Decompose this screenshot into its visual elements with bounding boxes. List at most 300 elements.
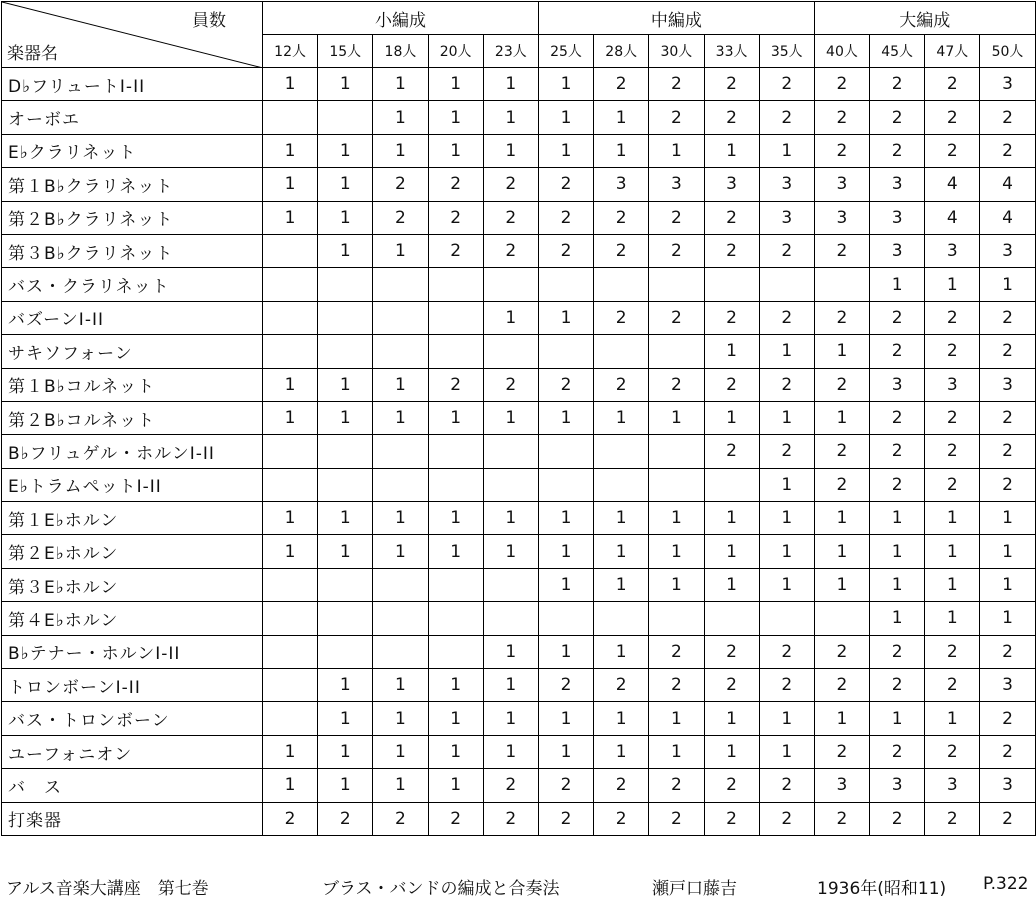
count-cell: 1: [759, 702, 814, 735]
count-cell: 1: [428, 502, 483, 535]
count-cell: 2: [538, 669, 593, 702]
count-cell: [649, 335, 704, 368]
count-cell: [263, 435, 318, 468]
count-cell: 1: [428, 735, 483, 768]
count-cell: 2: [925, 468, 980, 501]
count-cell: 1: [814, 535, 869, 568]
count-cell: 1: [759, 568, 814, 601]
count-cell: 1: [428, 669, 483, 702]
count-cell: [263, 468, 318, 501]
count-cell: 2: [428, 201, 483, 234]
count-cell: 2: [594, 368, 649, 401]
count-cell: 2: [814, 68, 869, 101]
count-cell: 2: [759, 101, 814, 134]
count-cell: 1: [814, 702, 869, 735]
count-cell: 1: [373, 702, 428, 735]
count-cell: 2: [925, 101, 980, 134]
count-cell: 2: [704, 68, 759, 101]
count-cell: [483, 268, 538, 301]
count-cell: 3: [814, 201, 869, 234]
count-cell: 1: [263, 735, 318, 768]
table-body: [2, 68, 1036, 836]
count-cell: 3: [759, 201, 814, 234]
count-cell: [649, 602, 704, 635]
count-cell: 1: [538, 401, 593, 434]
count-cell: [318, 335, 373, 368]
count-cell: 2: [814, 234, 869, 267]
count-cell: 1: [428, 769, 483, 802]
count-cell: 2: [814, 101, 869, 134]
count-cell: 2: [704, 769, 759, 802]
size-header: 45人: [870, 35, 925, 68]
count-cell: 2: [759, 368, 814, 401]
count-cell: 3: [980, 368, 1035, 401]
count-cell: 1: [538, 535, 593, 568]
count-cell: 3: [870, 234, 925, 267]
count-cell: 3: [870, 769, 925, 802]
count-cell: 1: [649, 535, 704, 568]
table-row: [2, 134, 1036, 167]
count-cell: 3: [870, 368, 925, 401]
count-cell: 1: [649, 401, 704, 434]
count-cell: 2: [980, 468, 1035, 501]
count-cell: [428, 635, 483, 668]
count-cell: [263, 301, 318, 334]
count-cell: 1: [594, 735, 649, 768]
count-cell: [318, 268, 373, 301]
table-row: [2, 568, 1036, 601]
count-cell: 1: [538, 301, 593, 334]
count-cell: 1: [870, 702, 925, 735]
count-cell: 1: [263, 535, 318, 568]
count-cell: 1: [870, 535, 925, 568]
count-cell: 2: [649, 635, 704, 668]
count-cell: 2: [649, 769, 704, 802]
count-cell: 1: [814, 502, 869, 535]
count-cell: 1: [428, 535, 483, 568]
count-cell: [538, 268, 593, 301]
count-cell: 2: [870, 735, 925, 768]
count-cell: 2: [483, 802, 538, 835]
count-cell: 2: [704, 635, 759, 668]
count-cell: 1: [870, 502, 925, 535]
count-cell: 1: [704, 535, 759, 568]
count-cell: 3: [925, 368, 980, 401]
count-cell: [428, 335, 483, 368]
group-small: 小編成: [263, 2, 539, 35]
count-cell: 2: [538, 769, 593, 802]
count-cell: 2: [759, 802, 814, 835]
count-cell: 1: [538, 101, 593, 134]
count-cell: 1: [814, 401, 869, 434]
count-cell: 2: [428, 368, 483, 401]
count-cell: [814, 268, 869, 301]
instrument-name: バス・トロンボーン: [2, 702, 263, 735]
count-cell: 2: [980, 134, 1035, 167]
count-cell: 2: [318, 802, 373, 835]
count-cell: [373, 435, 428, 468]
count-cell: 2: [649, 368, 704, 401]
count-cell: 3: [980, 769, 1035, 802]
count-cell: 2: [980, 702, 1035, 735]
count-cell: 1: [318, 735, 373, 768]
count-cell: 1: [373, 735, 428, 768]
count-cell: 1: [649, 702, 704, 735]
count-cell: 1: [483, 68, 538, 101]
count-cell: 1: [594, 101, 649, 134]
count-cell: 1: [318, 134, 373, 167]
count-cell: [318, 635, 373, 668]
corner-cell: [2, 2, 263, 68]
count-cell: 4: [980, 168, 1035, 201]
instrument-name: バス・クラリネット: [2, 268, 263, 301]
count-cell: 1: [483, 101, 538, 134]
size-header: 12人: [263, 35, 318, 68]
instrument-name: D♭フリュートI-II: [2, 68, 263, 101]
size-header: 23人: [483, 35, 538, 68]
count-cell: 1: [925, 268, 980, 301]
count-cell: 1: [870, 568, 925, 601]
count-cell: 2: [759, 635, 814, 668]
count-cell: [538, 602, 593, 635]
table-row: [2, 602, 1036, 635]
count-cell: [318, 602, 373, 635]
count-cell: 1: [263, 502, 318, 535]
table-row: [2, 101, 1036, 134]
count-cell: 1: [263, 168, 318, 201]
table-row: [2, 234, 1036, 267]
count-cell: 2: [649, 68, 704, 101]
count-cell: 1: [318, 368, 373, 401]
count-cell: 1: [759, 735, 814, 768]
count-cell: 1: [980, 568, 1035, 601]
table-row: [2, 735, 1036, 768]
count-cell: 1: [980, 268, 1035, 301]
count-cell: 1: [538, 735, 593, 768]
count-cell: 1: [318, 535, 373, 568]
count-cell: 1: [759, 401, 814, 434]
count-cell: 1: [373, 769, 428, 802]
count-cell: 1: [263, 201, 318, 234]
count-cell: 2: [594, 769, 649, 802]
count-cell: 1: [263, 134, 318, 167]
count-cell: 2: [870, 802, 925, 835]
count-cell: [373, 301, 428, 334]
count-cell: [538, 435, 593, 468]
count-cell: 2: [870, 335, 925, 368]
count-cell: 2: [759, 234, 814, 267]
citation-series: アルス音楽大講座 第七巻: [6, 879, 209, 899]
count-cell: 1: [373, 502, 428, 535]
count-cell: 2: [538, 168, 593, 201]
count-cell: 2: [594, 301, 649, 334]
count-cell: [263, 635, 318, 668]
instrument-name: 第２E♭ホルン: [2, 535, 263, 568]
count-cell: 2: [980, 802, 1035, 835]
count-cell: 3: [870, 201, 925, 234]
count-cell: 1: [649, 502, 704, 535]
instrument-name: B♭テナー・ホルンI-II: [2, 635, 263, 668]
table-row: [2, 401, 1036, 434]
instrument-name: 第４E♭ホルン: [2, 602, 263, 635]
count-cell: 2: [870, 635, 925, 668]
table-row: [2, 201, 1036, 234]
count-cell: 1: [759, 134, 814, 167]
count-cell: 1: [428, 702, 483, 735]
table-row: [2, 368, 1036, 401]
count-cell: 2: [704, 802, 759, 835]
count-cell: [759, 602, 814, 635]
count-cell: [263, 268, 318, 301]
count-cell: 2: [649, 234, 704, 267]
count-cell: 1: [759, 502, 814, 535]
count-cell: 2: [483, 201, 538, 234]
count-cell: 2: [870, 301, 925, 334]
instrument-name: B♭フリュゲル・ホルンI-II: [2, 435, 263, 468]
count-cell: 1: [925, 702, 980, 735]
count-cell: 2: [980, 401, 1035, 434]
size-header: 35人: [759, 35, 814, 68]
table-row: [2, 502, 1036, 535]
count-cell: 2: [925, 735, 980, 768]
count-cell: 1: [428, 101, 483, 134]
count-cell: 1: [704, 335, 759, 368]
count-cell: 1: [594, 702, 649, 735]
count-cell: 2: [870, 435, 925, 468]
count-cell: [428, 602, 483, 635]
count-cell: 1: [373, 101, 428, 134]
count-cell: 2: [649, 802, 704, 835]
count-cell: 2: [814, 468, 869, 501]
count-cell: [428, 301, 483, 334]
instrument-name: バズーンI-II: [2, 301, 263, 334]
count-cell: [373, 635, 428, 668]
size-header: 33人: [704, 35, 759, 68]
count-cell: [594, 435, 649, 468]
count-cell: 1: [649, 568, 704, 601]
count-cell: 1: [318, 68, 373, 101]
count-cell: 2: [538, 201, 593, 234]
count-cell: 1: [428, 68, 483, 101]
count-cell: 2: [483, 234, 538, 267]
count-cell: 2: [870, 669, 925, 702]
table-row: [2, 268, 1036, 301]
count-cell: 1: [538, 134, 593, 167]
count-cell: [428, 568, 483, 601]
count-cell: 3: [814, 168, 869, 201]
instrument-name: 第１B♭クラリネット: [2, 168, 263, 201]
count-cell: 1: [318, 502, 373, 535]
count-cell: 1: [759, 468, 814, 501]
count-cell: 2: [925, 301, 980, 334]
count-cell: 2: [428, 234, 483, 267]
count-cell: [704, 268, 759, 301]
count-cell: [428, 435, 483, 468]
instrument-name: トロンボーンI-II: [2, 669, 263, 702]
count-cell: 1: [373, 401, 428, 434]
count-cell: 1: [759, 535, 814, 568]
count-cell: 1: [925, 502, 980, 535]
count-cell: 2: [538, 234, 593, 267]
table-row: [2, 435, 1036, 468]
count-cell: 2: [428, 168, 483, 201]
count-cell: 2: [870, 101, 925, 134]
instrument-name: バ ス: [2, 769, 263, 802]
count-cell: 2: [704, 301, 759, 334]
table-row: [2, 168, 1036, 201]
count-cell: 2: [925, 435, 980, 468]
table-row: [2, 802, 1036, 835]
count-cell: 4: [980, 201, 1035, 234]
count-cell: [373, 268, 428, 301]
count-cell: 1: [318, 401, 373, 434]
count-cell: 3: [704, 168, 759, 201]
count-cell: [318, 568, 373, 601]
count-cell: 1: [318, 669, 373, 702]
count-cell: 1: [980, 535, 1035, 568]
count-cell: 1: [428, 134, 483, 167]
count-cell: 2: [373, 802, 428, 835]
count-cell: [263, 101, 318, 134]
count-cell: 2: [538, 802, 593, 835]
count-cell: 1: [318, 201, 373, 234]
table-row: [2, 68, 1036, 101]
count-cell: 2: [925, 335, 980, 368]
count-cell: [594, 268, 649, 301]
corner-top-label: 員数: [192, 11, 226, 31]
count-cell: 1: [538, 635, 593, 668]
count-cell: 2: [925, 134, 980, 167]
count-cell: [428, 468, 483, 501]
instrument-name: 第２B♭コルネット: [2, 401, 263, 434]
count-cell: 2: [483, 769, 538, 802]
count-cell: 2: [704, 368, 759, 401]
count-cell: [483, 335, 538, 368]
count-cell: [594, 602, 649, 635]
citation-author: 瀬戸口藤吉: [652, 879, 737, 899]
count-cell: 2: [814, 435, 869, 468]
count-cell: 1: [318, 168, 373, 201]
count-cell: 1: [649, 735, 704, 768]
count-cell: 1: [594, 635, 649, 668]
group-large: 大編成: [814, 2, 1035, 35]
size-header: 50人: [980, 35, 1035, 68]
count-cell: 1: [594, 535, 649, 568]
count-cell: 3: [814, 769, 869, 802]
count-cell: [428, 268, 483, 301]
count-cell: 2: [649, 101, 704, 134]
instrument-name: ユーフォニオン: [2, 735, 263, 768]
count-cell: 2: [814, 635, 869, 668]
count-cell: 1: [483, 735, 538, 768]
table-row: [2, 301, 1036, 334]
count-cell: 2: [925, 635, 980, 668]
count-cell: 1: [483, 401, 538, 434]
instrument-name: 第３B♭クラリネット: [2, 234, 263, 267]
count-cell: 1: [704, 134, 759, 167]
size-header: 18人: [373, 35, 428, 68]
count-cell: 1: [483, 635, 538, 668]
count-cell: [649, 435, 704, 468]
count-cell: 2: [594, 669, 649, 702]
count-cell: 1: [318, 769, 373, 802]
count-cell: [318, 301, 373, 334]
count-cell: 1: [704, 502, 759, 535]
count-cell: 1: [318, 702, 373, 735]
count-cell: 1: [538, 68, 593, 101]
count-cell: 3: [925, 234, 980, 267]
count-cell: 2: [594, 68, 649, 101]
count-cell: 2: [980, 435, 1035, 468]
count-cell: 1: [483, 669, 538, 702]
count-cell: 2: [263, 802, 318, 835]
instrument-name: E♭トラムペットI-II: [2, 468, 263, 501]
count-cell: 1: [538, 702, 593, 735]
count-cell: 1: [594, 568, 649, 601]
instrument-name: 第１E♭ホルン: [2, 502, 263, 535]
count-cell: [373, 568, 428, 601]
count-cell: 2: [980, 335, 1035, 368]
count-cell: 1: [925, 568, 980, 601]
count-cell: 2: [483, 368, 538, 401]
count-cell: 2: [759, 68, 814, 101]
instrument-name: 第３E♭ホルン: [2, 568, 263, 601]
count-cell: [538, 335, 593, 368]
count-cell: 2: [814, 735, 869, 768]
count-cell: 1: [594, 401, 649, 434]
count-cell: 1: [373, 368, 428, 401]
count-cell: [263, 568, 318, 601]
count-cell: 1: [483, 134, 538, 167]
count-cell: 1: [263, 401, 318, 434]
count-cell: [373, 335, 428, 368]
count-cell: 2: [814, 368, 869, 401]
count-cell: 2: [759, 769, 814, 802]
count-cell: 2: [814, 301, 869, 334]
count-cell: [373, 468, 428, 501]
count-cell: 2: [980, 101, 1035, 134]
count-cell: 1: [980, 602, 1035, 635]
table-row: [2, 335, 1036, 368]
count-cell: 1: [925, 535, 980, 568]
count-cell: [483, 568, 538, 601]
count-cell: 3: [925, 769, 980, 802]
count-cell: [814, 602, 869, 635]
count-cell: 3: [980, 669, 1035, 702]
count-cell: 1: [980, 502, 1035, 535]
count-cell: 4: [925, 168, 980, 201]
size-header: 20人: [428, 35, 483, 68]
count-cell: [704, 602, 759, 635]
count-cell: 4: [925, 201, 980, 234]
instrument-name: サキソフォーン: [2, 335, 263, 368]
count-cell: [263, 234, 318, 267]
count-cell: 2: [704, 201, 759, 234]
instrument-name: オーボエ: [2, 101, 263, 134]
table-row: [2, 635, 1036, 668]
count-cell: [318, 468, 373, 501]
size-header: 40人: [814, 35, 869, 68]
count-cell: [483, 602, 538, 635]
count-cell: 1: [483, 502, 538, 535]
table-row: [2, 669, 1036, 702]
count-cell: 1: [263, 368, 318, 401]
count-cell: 1: [263, 769, 318, 802]
count-cell: [649, 468, 704, 501]
count-cell: 1: [538, 502, 593, 535]
count-cell: 2: [759, 301, 814, 334]
count-cell: 1: [925, 602, 980, 635]
